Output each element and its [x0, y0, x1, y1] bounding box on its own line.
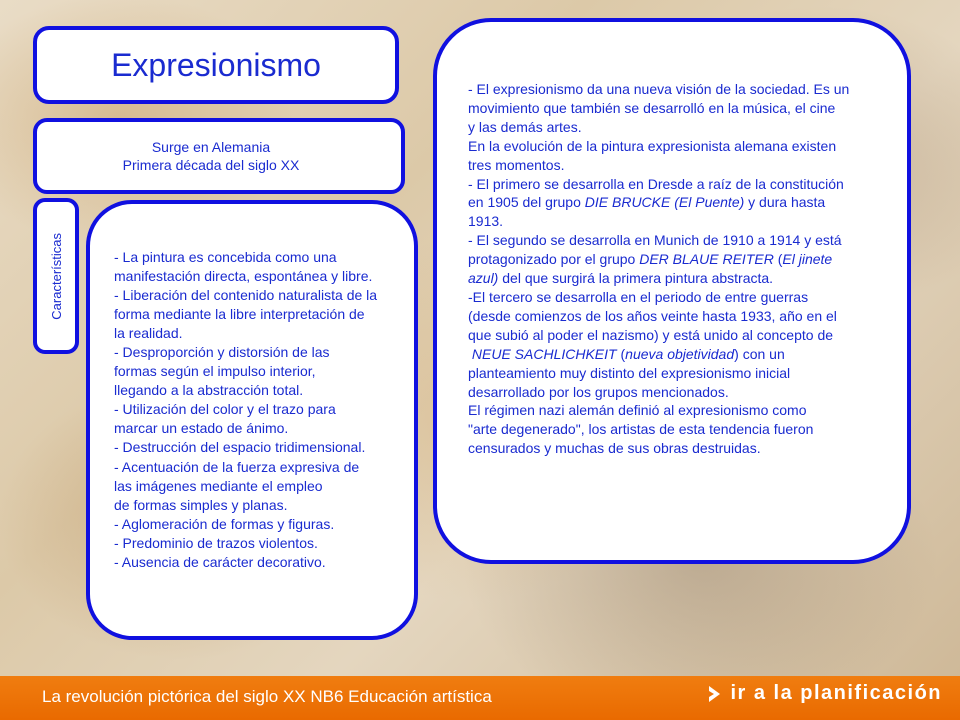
history-line: movimiento que también se desarrolló en la música, el cine [468, 99, 836, 116]
history-line: desarrollado por los grupos mencionados. [468, 383, 729, 400]
history-text-segment: del que surgirá la primera pintura abstracta. [498, 270, 774, 287]
origin-line-period: Primera década del siglo XX [122, 157, 300, 173]
list-item: - Desproporción y distorsión de las [114, 344, 330, 361]
history-line: censurados y muchas de sus obras destruidas. [468, 440, 761, 457]
history-text-segment: ) con un [734, 345, 785, 362]
history-line: y las demás artes. [468, 118, 582, 135]
history-line: planteamiento muy distinto del expresionismo inicial [468, 364, 791, 381]
origin-box [33, 118, 405, 194]
concept-neue-sachlichkeit: NEUE SACHLICHKEIT [468, 345, 617, 362]
history-text-segment: ( [773, 251, 783, 268]
history-line: - El segundo se desarrolla en Munich de 1910 a 1914 y está [468, 232, 842, 249]
characteristics-tab [33, 198, 79, 354]
page-title: Expresionismo [111, 46, 321, 83]
history-line: "arte degenerado", los artistas de esta tendencia fueron [468, 421, 814, 438]
list-item: llegando a la abstracción total. [114, 382, 304, 399]
title-box [33, 26, 399, 104]
history-line: - El primero se desarrolla en Dresde a raíz de la constitución [468, 175, 844, 192]
list-item: - Ausencia de carácter decorativo. [114, 553, 326, 570]
characteristics-tab-label: Características [48, 232, 64, 320]
history-line: En la evolución de la pintura expresionista alemana existen [468, 137, 837, 154]
list-item: - Predominio de trazos violentos. [114, 534, 318, 551]
list-item: - Acentuación de la fuerza expresiva de [114, 458, 360, 475]
footer-title: La revolución pictórica del siglo XX NB6 Educación artística [42, 687, 492, 706]
history-text-segment: ( [616, 345, 626, 362]
planning-link-label[interactable]: ir a la planificación [730, 682, 942, 704]
chevron-right-icon [706, 684, 724, 704]
list-item: formas según el impulso interior, [114, 363, 316, 380]
list-item: - Utilización del color y el trazo para [114, 401, 336, 418]
group-translation: El jinete [782, 251, 833, 268]
list-item: - Liberación del contenido naturalista de la [114, 287, 378, 304]
history-line [468, 250, 908, 269]
history-text-segment: y dura hasta [744, 194, 826, 211]
history-line: 1913. [468, 213, 504, 230]
group-translation: azul) [468, 270, 499, 287]
history-text-segment: protagonizado por el grupo [468, 251, 640, 268]
history-line [468, 269, 908, 288]
list-item: - Aglomeración de formas y figuras. [114, 515, 335, 532]
history-text [468, 80, 908, 458]
list-item: la realidad. [114, 325, 183, 342]
history-line: El régimen nazi alemán definió al expresionismo como [468, 402, 807, 419]
history-text-segment: en 1905 del grupo [468, 194, 585, 211]
footer-bar [0, 676, 960, 720]
list-item: manifestación directa, espontánea y libre. [114, 268, 373, 285]
list-item: de formas simples y planas. [114, 496, 288, 513]
list-item: forma mediante la libre interpretación de [114, 306, 365, 323]
list-item: las imágenes mediante el empleo [114, 477, 323, 494]
list-item: - Destrucción del espacio tridimensional. [114, 439, 366, 456]
planning-link[interactable] [706, 682, 942, 705]
list-item: marcar un estado de ánimo. [114, 420, 289, 437]
group-name-der-blaue-reiter: DER BLAUE REITER [639, 251, 774, 268]
group-name-die-brucke: DIE BRUCKE (El Puente) [584, 194, 745, 211]
history-line: -El tercero se desarrolla en el periodo de entre guerras [468, 288, 809, 305]
history-line: - El expresionismo da una nueva visión de la sociedad. Es un [468, 81, 850, 97]
history-line [468, 193, 908, 212]
history-line: que subió al poder el nazismo) y está unido al concepto de [468, 326, 834, 343]
history-line: tres momentos. [468, 156, 565, 173]
origin-line-country: Surge en Alemania [151, 139, 271, 155]
history-line: (desde comienzos de los años veinte hasta 1933, año en el [468, 307, 837, 324]
list-item: - La pintura es concebida como una [114, 249, 337, 265]
characteristics-list [114, 248, 424, 572]
history-line [468, 345, 908, 364]
concept-translation: nueva objetividad [625, 345, 735, 362]
